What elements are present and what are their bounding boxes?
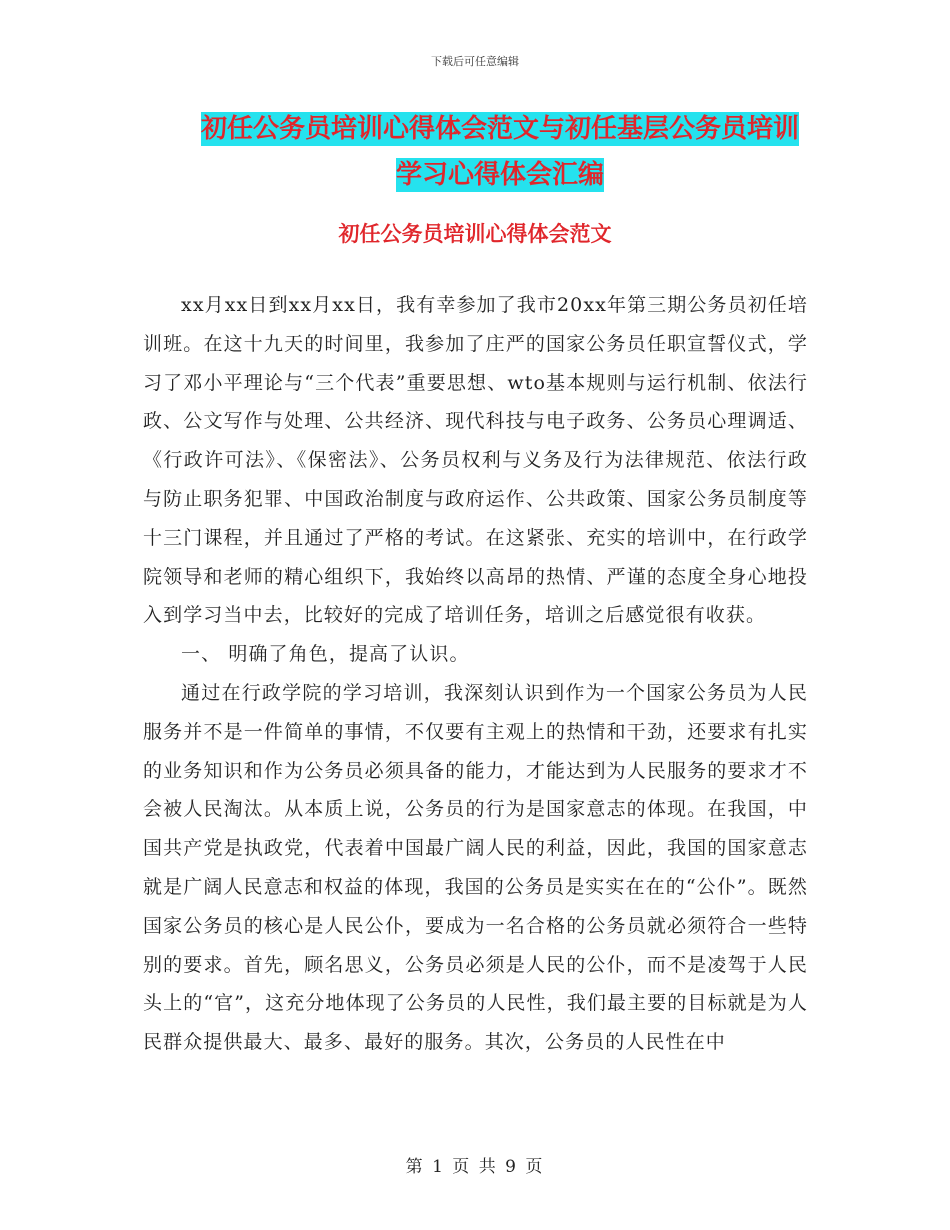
page-number-footer: 第 1 页 共 9 页 xyxy=(405,1157,545,1177)
header-note: 下载后可任意编辑 xyxy=(431,55,519,68)
paragraph-heading: 一、 明确了角色，提高了认识。 xyxy=(181,643,470,666)
document-title-line-2: 学习心得体会汇编 xyxy=(395,160,604,190)
section-title: 初任公务员培训心得体会范文 xyxy=(338,222,612,246)
paragraph: 通过在行政学院的学习培训，我深刻认识到作为一个国家公务员为人民服务并不是一件简单的事情，不仅要有主观上的热情和干劲，还要求有扎实的业务知识和作为公务员必须具备的能力，才能达到为人民服务的要求才不会被人民淘汰。从本质上说，公务员的行为是国家意志的体现。在我国，中国共产党是执政党，代表着中国最广阔人民的利益，因此，我国的国家意志就是广阔人民意志和权益的体现，我国的公务员是实实在在的“公仆”。既然国家公务员的核心是人民公仆，要成为一名合格的公务员就必须符合一些特别的要求。首先，顾名思义，公务员必须是人民的公仆，而不是凌驾于人民头上的“官”，这充分地体现了公务员的人民性，我们最主要的目标就是为人民群众提供最大、最多、最好的服务。其次，公务员的人民性在中 xyxy=(143,681,808,1054)
document-title xyxy=(150,106,850,198)
document-title-line-1: 初任公务员培训心得体会范文与初任基层公务员培训 xyxy=(200,114,799,144)
body-text xyxy=(143,286,808,1062)
paragraph: xx月xx日到xx月xx日，我有幸参加了我市20xx年第三期公务员初任培训班。在这十九天的时间里，我参加了庄严的国家公务员任职宣誓仪式，学习了邓小平理论与“三个代表”重要思想、wto基本规则与运行机制、依法行政、公文写作与处理、公共经济、现代科技与电子政务、公务员心理调适、《行政许可法》、《保密法》、公务员权利与义务及行为法律规范、依法行政与防止职务犯罪、中国政治制度与政府运作、公共政策、国家公务员制度等十三门课程，并且通过了严格的考试。在这紧张、充实的培训中，在行政学院领导和老师的精心组织下，我始终以高昂的热情、严谨的态度全身心地投入到学习当中去，比较好的完成了培训任务，培训之后感觉很有收获。 xyxy=(143,294,808,627)
